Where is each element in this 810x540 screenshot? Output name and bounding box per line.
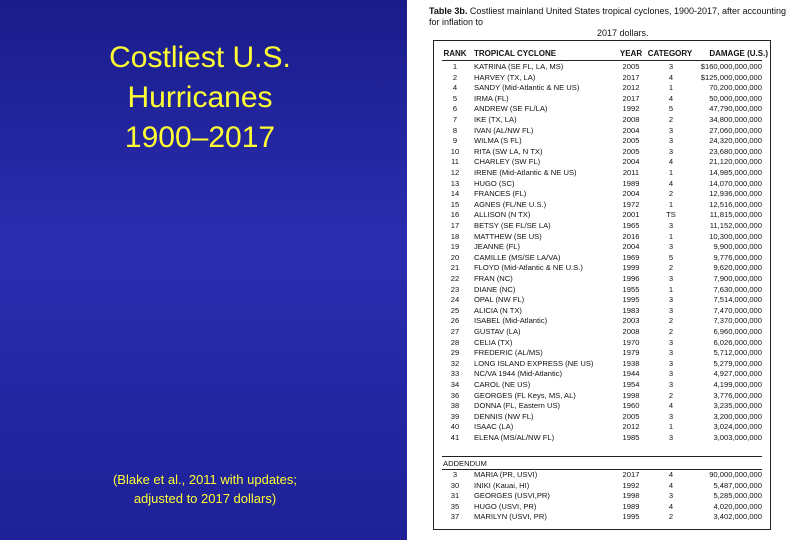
cyclone-cell: MATTHEW (SE US) (474, 231, 542, 241)
table-row (434, 232, 770, 242)
cyclone-cell: BETSY (SE FL/SE LA) (474, 221, 551, 230)
year-cell: 2005 (622, 136, 640, 146)
table-row (434, 422, 770, 432)
category-cell: 1 (668, 284, 674, 294)
year-cell: 2012 (622, 422, 640, 432)
category-cell: 2 (668, 316, 674, 326)
cyclone-cell: NC/VA 1944 (Mid-Atlantic) (474, 369, 563, 379)
category-cell: 3 (668, 380, 674, 389)
year-cell: 1970 (622, 337, 640, 347)
category-cell: 4 (668, 178, 674, 188)
rank-cell: 25 (450, 305, 460, 315)
header-damage: DAMAGE (U.S.) (709, 49, 768, 58)
cyclone-cell: MARIA (PR, USVI) (474, 470, 538, 479)
category-cell: 3 (668, 136, 674, 146)
year-cell: 2004 (622, 189, 640, 199)
year-cell: 1983 (622, 305, 640, 315)
table-caption-text: Costliest mainland United States tropical cyclones, 1900-2017, after accounting for inflation to (429, 6, 787, 27)
rank-cell: 38 (450, 401, 460, 411)
rank-cell: 20 (450, 252, 460, 262)
table-row (434, 502, 770, 512)
rank-cell: 7 (452, 115, 458, 124)
year-cell: 1996 (622, 274, 640, 283)
damage-cell: 9,776,000,000 (713, 252, 762, 262)
rank-cell: 16 (450, 210, 460, 220)
source-caption (60, 470, 350, 508)
table-row (434, 481, 770, 491)
year-cell: 1944 (622, 369, 640, 379)
damage-cell: 3,402,000,000 (713, 512, 762, 522)
damage-cell: 5,285,000,000 (713, 491, 762, 501)
rank-cell: 19 (450, 242, 460, 252)
year-cell: 2017 (622, 93, 640, 103)
cyclone-cell: OPAL (NW FL) (474, 295, 525, 305)
damage-cell: 34,800,000,000 (709, 115, 762, 124)
cyclone-cell: CHARLEY (SW FL) (474, 157, 541, 167)
rank-cell: 40 (450, 422, 460, 432)
damage-cell: 5,712,000,000 (713, 348, 762, 358)
damage-cell: 14,985,000,000 (709, 168, 762, 177)
cyclone-cell: FLOYD (Mid-Atlantic & NE U.S.) (474, 263, 583, 273)
damage-cell: 7,370,000,000 (713, 316, 762, 326)
rank-cell: 11 (451, 157, 459, 167)
table-header-row (434, 48, 770, 59)
category-cell: 3 (668, 491, 674, 501)
cyclone-cell: WILMA (S FL) (474, 136, 522, 146)
rank-cell: 34 (450, 380, 460, 389)
rank-cell: 30 (450, 480, 460, 490)
damage-cell: 47,790,000,000 (709, 104, 762, 114)
cyclone-cell: GUSTAV (LA) (474, 327, 521, 336)
damage-cell: 21,120,000,000 (709, 157, 762, 167)
table-row (434, 242, 770, 252)
table-row (434, 348, 770, 358)
category-cell: 4 (668, 470, 674, 479)
rank-cell: 8 (452, 125, 458, 135)
table-row (434, 157, 770, 167)
rank-cell: 21 (450, 263, 460, 273)
year-cell: 2008 (622, 327, 640, 336)
category-cell: 3 (668, 411, 674, 421)
category-cell: 3 (668, 146, 674, 156)
table-row (434, 168, 770, 178)
cyclone-cell: AGNES (FL/NE U.S.) (474, 199, 547, 209)
cyclone-cell: MARILYN (USVI, PR) (474, 512, 547, 522)
table-row (434, 470, 770, 480)
damage-cell: 10,300,000,000 (709, 231, 762, 241)
year-cell: 1938 (622, 358, 640, 368)
year-cell: 2004 (622, 157, 640, 167)
cyclone-cell: ISABEL (Mid-Atlantic) (474, 316, 548, 326)
rank-cell: 29 (450, 348, 460, 358)
year-cell: 1995 (622, 512, 640, 522)
header-year: YEAR (619, 49, 643, 58)
category-cell: 2 (668, 189, 674, 199)
year-cell: 1969 (622, 252, 640, 262)
year-cell: 1965 (622, 221, 640, 230)
year-cell: 1989 (622, 178, 640, 188)
category-cell: 3 (668, 369, 674, 379)
damage-cell: 12,516,000,000 (709, 199, 762, 209)
rank-cell: 36 (450, 390, 460, 400)
cyclone-cell: DENNIS (NW FL) (474, 411, 534, 421)
cyclone-cell: FRANCES (FL) (474, 189, 527, 199)
damage-cell: $160,000,000,000 (700, 62, 762, 71)
header-divider (442, 60, 762, 61)
year-cell: 2005 (622, 146, 640, 156)
category-cell: 3 (668, 305, 674, 315)
cyclone-cell: HUGO (USVI, PR) (474, 501, 537, 511)
category-cell: 4 (668, 93, 674, 103)
cyclone-cell: JEANNE (FL) (474, 242, 520, 252)
category-cell: TS (666, 210, 676, 220)
rank-cell: 1 (452, 62, 458, 71)
category-cell: 2 (668, 327, 674, 336)
rank-cell: 6 (452, 104, 458, 114)
damage-cell: 4,199,000,000 (713, 380, 762, 389)
damage-cell: 5,279,000,000 (713, 358, 762, 368)
table-row (434, 369, 770, 379)
damage-cell: 50,000,000,000 (709, 93, 762, 103)
damage-cell: 90,000,000,000 (709, 470, 762, 479)
category-cell: 3 (668, 433, 674, 442)
category-cell: 2 (668, 512, 674, 522)
rank-cell: 2 (452, 72, 458, 82)
table-row (434, 338, 770, 348)
table-row (434, 253, 770, 263)
rank-cell: 28 (450, 337, 460, 347)
rank-cell: 27 (450, 327, 460, 336)
damage-cell: 9,620,000,000 (713, 263, 762, 273)
year-cell: 1999 (622, 263, 640, 273)
year-cell: 1954 (622, 380, 640, 389)
year-cell: 1979 (622, 348, 640, 358)
cyclone-cell: ALICIA (N TX) (474, 305, 522, 315)
cyclone-cell: CAMILLE (MS/SE LA/VA) (474, 252, 561, 262)
damage-cell: 11,152,000,000 (709, 221, 762, 230)
category-cell: 4 (668, 501, 674, 511)
title-line: Hurricanes (127, 81, 273, 114)
damage-cell: 7,900,000,000 (713, 274, 762, 283)
cyclone-cell: FREDERIC (AL/MS) (474, 348, 543, 358)
table-row (434, 200, 770, 210)
category-cell: 1 (668, 422, 674, 432)
rank-cell: 22 (450, 274, 460, 283)
damage-cell: 4,927,000,000 (713, 369, 762, 379)
cyclone-cell: CAROL (NE US) (474, 380, 531, 389)
category-cell: 2 (668, 390, 674, 400)
rank-cell: 26 (450, 316, 460, 326)
year-cell: 1955 (622, 284, 640, 294)
table-row (434, 391, 770, 401)
year-cell: 2001 (622, 210, 640, 220)
cyclone-cell: ELENA (MS/AL/NW FL) (474, 433, 555, 442)
damage-cell: 27,060,000,000 (709, 125, 762, 135)
year-cell: 1992 (622, 104, 640, 114)
table-row (434, 401, 770, 411)
category-cell: 5 (668, 252, 674, 262)
year-cell: 1995 (622, 295, 640, 305)
year-cell: 1989 (622, 501, 640, 511)
damage-cell: 3,776,000,000 (713, 390, 762, 400)
cyclone-cell: DONNA (FL, Eastern US) (474, 401, 561, 411)
cyclone-cell: DIANE (NC) (474, 284, 516, 294)
table-panel (407, 0, 810, 540)
table-caption-text-2: 2017 dollars. (597, 28, 649, 38)
year-cell: 1972 (622, 199, 640, 209)
table-row (434, 189, 770, 199)
cyclone-cell: HARVEY (TX, LA) (474, 72, 536, 82)
category-cell: 4 (668, 401, 674, 411)
damage-cell: 3,235,000,000 (713, 401, 762, 411)
category-cell: 4 (668, 72, 674, 82)
damage-cell: 14,070,000,000 (709, 178, 762, 188)
table-row (434, 316, 770, 326)
rank-cell: 24 (450, 295, 460, 305)
category-cell: 1 (668, 83, 674, 93)
rank-cell: 15 (450, 199, 460, 209)
damage-cell: 24,320,000,000 (709, 136, 762, 146)
year-cell: 2004 (622, 125, 640, 135)
cyclone-cell: ISAAC (LA) (474, 422, 514, 432)
category-cell: 1 (668, 231, 674, 241)
category-cell: 3 (668, 337, 674, 347)
year-cell: 1998 (622, 390, 640, 400)
category-cell: 3 (668, 125, 674, 135)
category-cell: 3 (668, 62, 674, 71)
category-cell: 1 (668, 168, 674, 177)
category-cell: 3 (668, 242, 674, 252)
year-cell: 1960 (622, 401, 640, 411)
year-cell: 2008 (622, 115, 640, 124)
year-cell: 2005 (622, 411, 640, 421)
slide-title (40, 38, 360, 158)
cyclone-cell: ANDREW (SE FL/LA) (474, 104, 548, 114)
year-cell: 2005 (622, 62, 640, 71)
rank-cell: 37 (450, 512, 460, 522)
table-row (434, 179, 770, 189)
cyclone-cell: IRENE (Mid-Atlantic & NE US) (474, 168, 577, 177)
year-cell: 2017 (622, 470, 640, 479)
rank-cell: 12 (450, 168, 460, 177)
title-line: Costliest U.S. (109, 41, 291, 74)
rank-cell: 23 (450, 284, 460, 294)
addendum-divider (442, 456, 762, 457)
category-cell: 1 (668, 199, 674, 209)
table-row (434, 359, 770, 369)
rank-cell: 41 (450, 433, 460, 442)
rank-cell: 14 (450, 189, 460, 199)
cyclone-cell: SANDY (Mid-Atlantic & NE US) (474, 83, 580, 93)
table-row (434, 327, 770, 337)
addendum-label: ADDENDUM (443, 459, 487, 468)
rank-cell: 10 (450, 146, 460, 156)
table-row (434, 412, 770, 422)
cyclone-cell: KATRINA (SE FL, LA, MS) (474, 62, 564, 71)
cyclone-cell: GEORGES (USVI,PR) (474, 491, 550, 501)
header-rank: RANK (443, 49, 467, 58)
rank-cell: 4 (452, 83, 458, 93)
rank-cell: 31 (450, 491, 460, 501)
cyclone-cell: FRAN (NC) (474, 274, 513, 283)
damage-cell: 7,630,000,000 (713, 284, 762, 294)
rank-cell: 32 (450, 358, 460, 368)
year-cell: 2004 (622, 242, 640, 252)
damage-cell: 7,470,000,000 (713, 305, 762, 315)
damage-cell: 7,514,000,000 (713, 295, 762, 305)
table-row (434, 147, 770, 157)
rank-cell: 39 (450, 411, 460, 421)
table-row (434, 73, 770, 83)
year-cell: 2011 (622, 168, 640, 177)
damage-cell: 12,936,000,000 (709, 189, 762, 199)
year-cell: 2003 (622, 316, 640, 326)
category-cell: 3 (668, 348, 674, 358)
rank-cell: 33 (450, 369, 460, 379)
category-cell: 2 (668, 263, 674, 273)
year-cell: 1985 (622, 433, 640, 442)
year-cell: 2012 (622, 83, 640, 93)
table-caption (429, 6, 799, 39)
category-cell: 5 (668, 104, 674, 114)
category-cell: 3 (668, 274, 674, 283)
category-cell: 3 (668, 358, 674, 368)
caption-line: adjusted to 2017 dollars) (133, 491, 277, 506)
category-cell: 4 (668, 157, 674, 167)
table-row (434, 94, 770, 104)
rank-cell: 3 (452, 470, 458, 479)
damage-cell: 3,200,000,000 (713, 411, 762, 421)
table-row (434, 263, 770, 273)
table-row (434, 210, 770, 220)
table-row (434, 306, 770, 316)
category-cell: 3 (668, 221, 674, 230)
rank-cell: 5 (452, 93, 458, 103)
table-row (434, 512, 770, 522)
category-cell: 3 (668, 295, 674, 305)
cyclone-cell: CELIA (TX) (474, 337, 513, 347)
cyclone-cell: HUGO (SC) (474, 178, 515, 188)
damage-cell: 3,024,000,000 (713, 422, 762, 432)
table-row (434, 274, 770, 284)
title-line: 1900–2017 (124, 121, 276, 154)
category-cell: 2 (668, 115, 674, 124)
rank-cell: 35 (450, 501, 460, 511)
year-cell: 1992 (622, 480, 640, 490)
damage-cell: 6,960,000,000 (713, 327, 762, 336)
table-caption-label: Table 3b. (429, 6, 468, 16)
rank-cell: 17 (450, 221, 460, 230)
category-cell: 4 (668, 480, 674, 490)
cyclone-cell: RITA (SW LA, N TX) (474, 146, 543, 156)
table-row (434, 83, 770, 93)
rank-cell: 13 (450, 178, 460, 188)
damage-cell: 11,815,000,000 (709, 210, 762, 220)
table-row (434, 136, 770, 146)
damage-cell: 3,003,000,000 (713, 433, 762, 442)
header-cyclone: TROPICAL CYCLONE (474, 49, 557, 58)
damage-cell: 9,900,000,000 (713, 242, 762, 252)
cyclone-cell: IRMA (FL) (474, 93, 509, 103)
table-row (434, 221, 770, 231)
table-row (434, 104, 770, 114)
year-cell: 2016 (622, 231, 640, 241)
cyclone-cell: ALLISON (N TX) (474, 210, 531, 220)
year-cell: 1998 (622, 491, 640, 501)
rank-cell: 9 (452, 136, 458, 146)
damage-cell: $125,000,000,000 (700, 72, 762, 82)
cyclone-cell: GEORGES (FL Keys, MS, AL) (474, 390, 576, 400)
table-row (434, 295, 770, 305)
table-row (434, 126, 770, 136)
cyclone-cell: IVAN (AL/NW FL) (474, 125, 534, 135)
table-row (434, 380, 770, 390)
table-row (434, 491, 770, 501)
cyclone-table (433, 40, 771, 530)
table-row (434, 115, 770, 125)
rank-cell: 18 (450, 231, 460, 241)
cyclone-cell: IKE (TX, LA) (474, 115, 517, 124)
table-row (434, 285, 770, 295)
cyclone-cell: LONG ISLAND EXPRESS (NE US) (474, 358, 594, 368)
cyclone-cell: INIKI (Kauai, HI) (474, 480, 530, 490)
damage-cell: 70,200,000,000 (709, 83, 762, 93)
damage-cell: 5,487,000,000 (713, 480, 762, 490)
caption-line: (Blake et al., 2011 with updates; (112, 472, 298, 487)
damage-cell: 4,020,000,000 (713, 501, 762, 511)
table-row (434, 62, 770, 72)
damage-cell: 23,680,000,000 (709, 146, 762, 156)
table-row (434, 433, 770, 443)
damage-cell: 6,026,000,000 (713, 337, 762, 347)
header-category: CATEGORY (647, 49, 693, 58)
year-cell: 2017 (622, 72, 640, 82)
